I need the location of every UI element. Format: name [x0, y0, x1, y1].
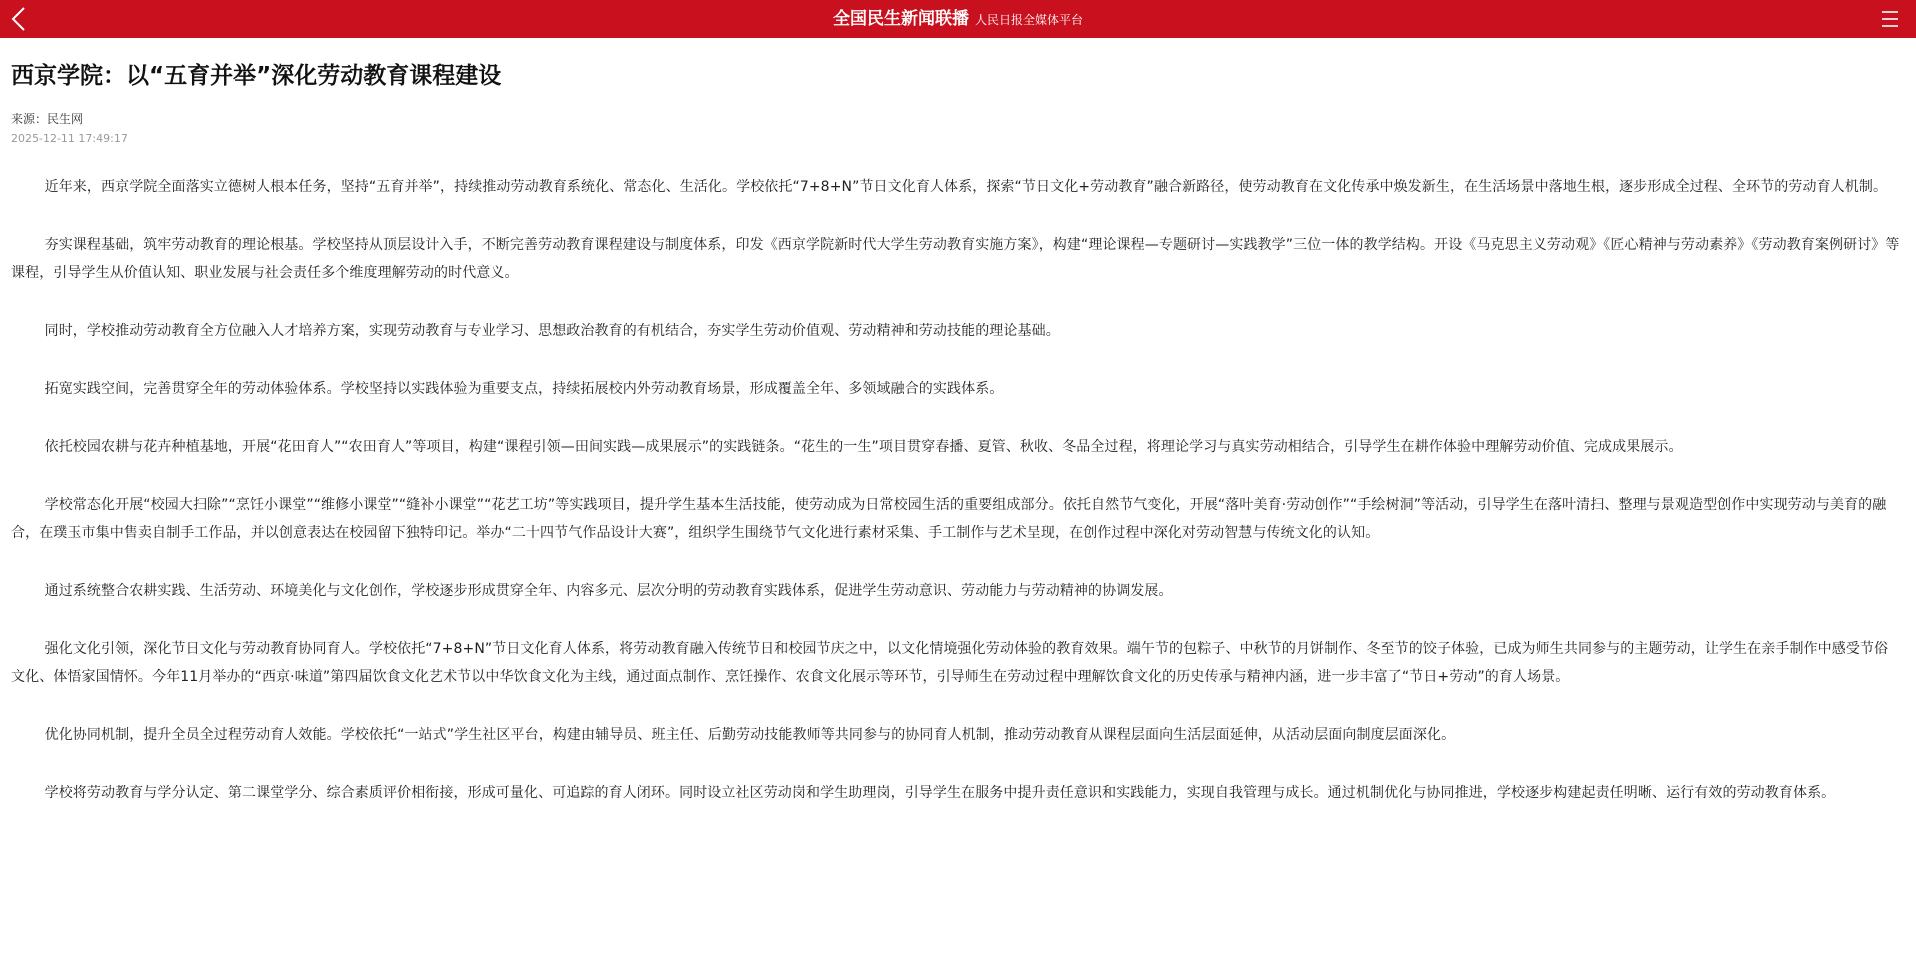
article-source: 来源：民生网 — [11, 112, 84, 126]
article-title: 西京学院：以“五育并举”深化劳动教育课程建设 — [11, 63, 502, 89]
article-paragraph: 学校将劳动教育与学分认定、第二课堂学分、综合素质评价相衔接，形成可量化、可追踪的育人闭环。同时设立社区劳动岗和学生助理岗，引导学生在服务中提升责任意识和实践能力，实现自我管理与成长。通过机制优化与协同推进，学校逐步构建起责任明晰、运行有效的劳动教育体系。 — [44, 785, 1836, 801]
article-paragraph: 优化协同机制，提升全员全过程劳动育人效能。学校依托“一站式”学生社区平台，构建由辅导员、班主任、后勤劳动技能教师等共同参与的协同育人机制，推动劳动教育从课程层面向生活层面延伸，从活动层面向制度层面深化。 — [44, 727, 1456, 743]
brand-subtitle: 人民日报全媒体平台 — [974, 13, 1083, 27]
top-nav-bar — [0, 0, 1916, 38]
brand-header — [0, 0, 1916, 38]
brand-title: 全国民生新闻联播 — [832, 9, 969, 29]
menu-button[interactable] — [1876, 4, 1906, 34]
hamburger-menu-icon — [1876, 4, 1906, 34]
article-container — [11, 38, 1901, 807]
article-date: 2025-12-11 17:49:17 — [11, 132, 128, 145]
article-paragraph: 强化文化引领，深化节日文化与劳动教育协同育人。学校依托“7+8+N”节日文化育人体系，将劳动教育融入传统节日和校园节庆之中，以文化情境强化劳动体验的教育效果。端午节的包粽子、中秋节的月饼制作、冬至节的饺子体验，已成为师生共同参与的主题劳动，让学生在亲手制作中感受节俗文化、体悟家国情怀。今年11月举办的“西京·味道”第四届饮食文化艺术节以中华饮食文化为主线，通过面点制作、烹饪操作、农食文化展示等环节，引导师生在劳动过程中理解饮食文化的历史传承与精神内涵，进一步丰富了“节日+劳动”的育人场景。 — [11, 641, 1889, 685]
article-paragraph: 依托校园农耕与花卉种植基地，开展“花田育人”“农田育人”等项目，构建“课程引领—田间实践—成果展示”的实践链条。“花生的一生”项目贯穿春播、夏管、秋收、冬品全过程，将理论学习与真实劳动相结合，引导学生在耕作体验中理解劳动价值、完成成果展示。 — [44, 439, 1683, 455]
article-paragraph: 拓宽实践空间，完善贯穿全年的劳动体验体系。学校坚持以实践体验为重要支点，持续拓展校内外劳动教育场景，形成覆盖全年、多领域融合的实践体系。 — [44, 381, 1004, 397]
article-paragraph: 近年来，西京学院全面落实立德树人根本任务，坚持“五育并举”，持续推动劳动教育系统化、常态化、生活化。学校依托“7+8+N”节日文化育人体系，探索“节日文化+劳动教育”融合新路径，使劳动教育在文化传承中焕发新生，在生活场景中落地生根，逐步形成全过程、全环节的劳动育人机制。 — [44, 179, 1888, 195]
article-paragraph: 学校常态化开展“校园大扫除”“烹饪小课堂”“维修小课堂”“缝补小课堂”“花艺工坊”等实践项目，提升学生基本生活技能，使劳动成为日常校园生活的重要组成部分。依托自然节气变化，开展“落叶美育·劳动创作”“手绘树洞”等活动，引导学生在落叶清扫、整理与景观造型创作中实现劳动与美育的融合，在璞玉市集中售卖自制手工作品，并以创意表达在校园留下独特印记。举办“二十四节气作品设计大赛”，组织学生围绕节气文化进行素材采集、手工制作与艺术呈现，在创作过程中深化对劳动智慧与传统文化的认知。 — [11, 497, 1887, 541]
article-paragraph: 夯实课程基础，筑牢劳动教育的理论根基。学校坚持从顶层设计入手，不断完善劳动教育课程建设与制度体系，印发《西京学院新时代大学生劳动教育实施方案》，构建“理论课程—专题研讨—实践教学”三位一体的教学结构。开设《马克思主义劳动观》《匠心精神与劳动素养》《劳动教育案例研讨》等课程，引导学生从价值认知、职业发展与社会责任多个维度理解劳动的时代意义。 — [11, 237, 1900, 281]
article-body — [11, 173, 1901, 807]
article-paragraph: 同时，学校推动劳动教育全方位融入人才培养方案，实现劳动教育与专业学习、思想政治教育的有机结合，夯实学生劳动价值观、劳动精神和劳动技能的理论基础。 — [44, 323, 1060, 339]
article-paragraph: 通过系统整合农耕实践、生活劳动、环境美化与文化创作，学校逐步形成贯穿全年、内容多元、层次分明的劳动教育实践体系，促进学生劳动意识、劳动能力与劳动精神的协调发展。 — [44, 583, 1173, 599]
